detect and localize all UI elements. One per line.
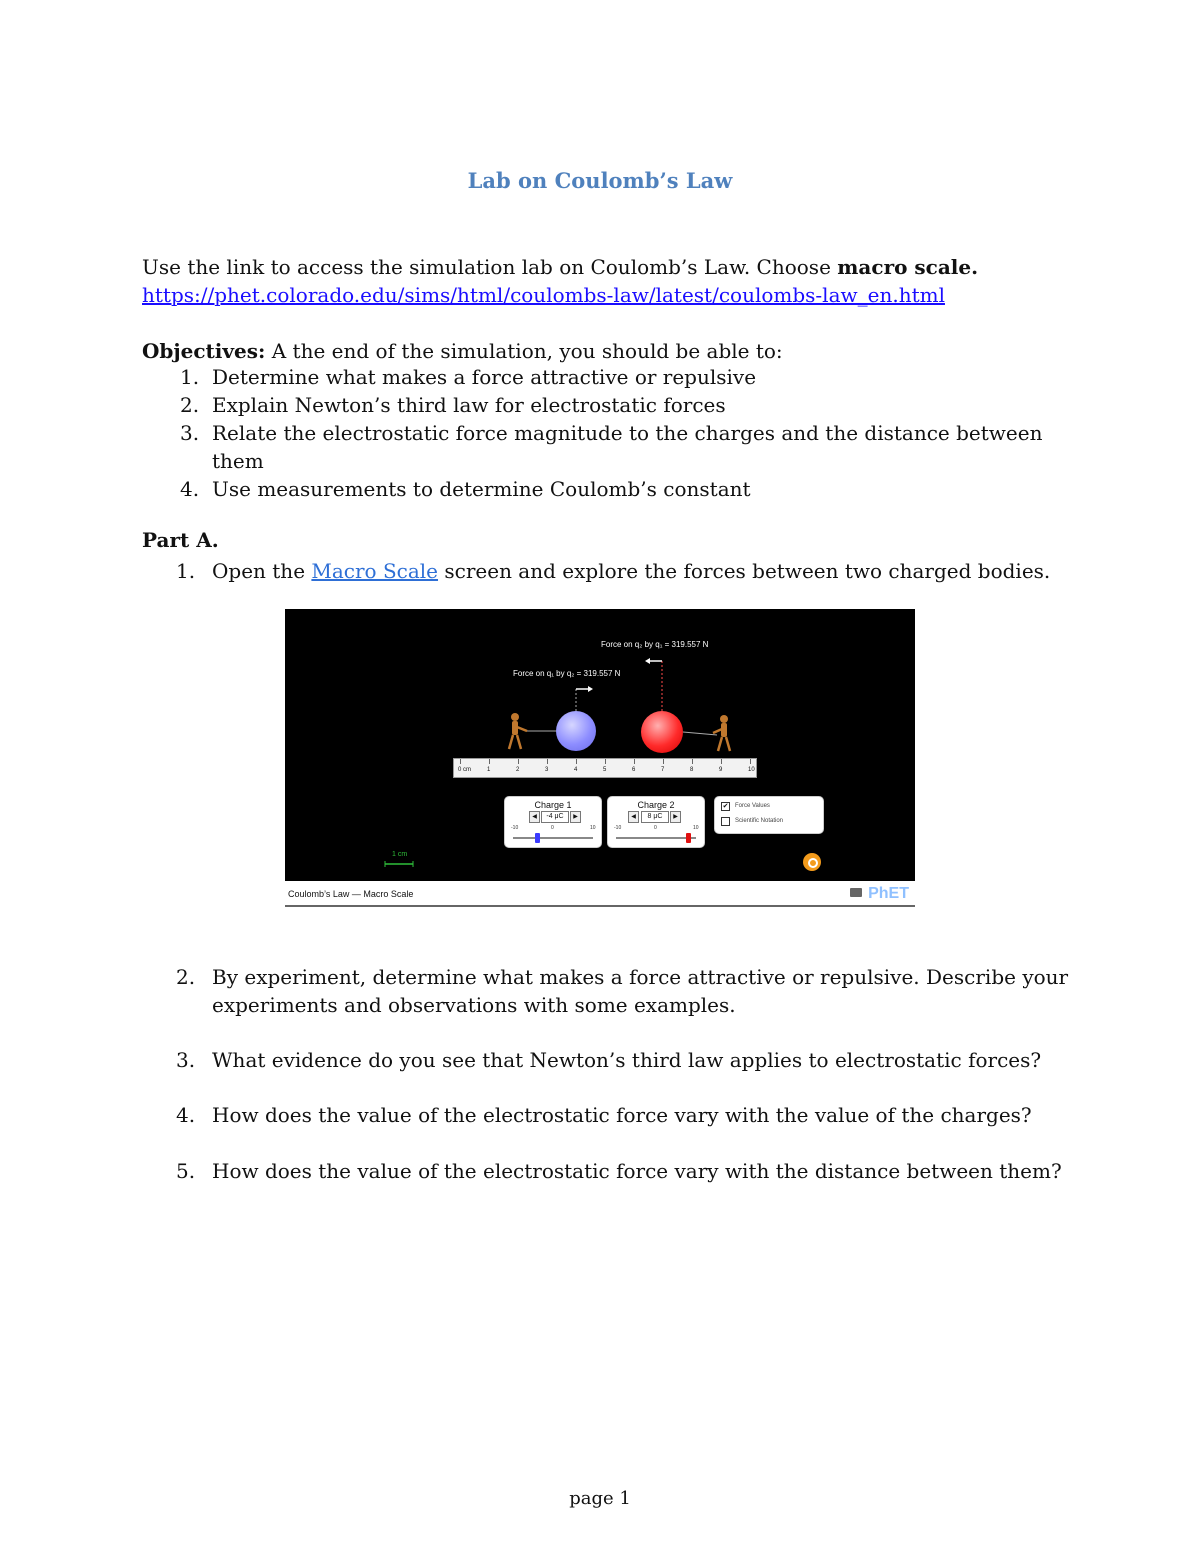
ruler-tick-mark <box>634 759 635 764</box>
question-item <box>142 963 1069 1019</box>
list-number: 1. <box>180 365 200 389</box>
question-text: What evidence do you see that Newton’s third law applies to electrostatic forces? <box>212 1048 1042 1072</box>
charge-2-decrement-button[interactable]: ◀ <box>628 811 639 823</box>
puller-right-figure <box>713 715 730 751</box>
charge-1-decrement-button[interactable]: ◀ <box>529 811 540 823</box>
ruler-tick-mark <box>547 759 548 764</box>
question-number: 2. <box>176 965 196 989</box>
force-values-label: Force Values <box>735 803 770 809</box>
ruler-tick-mark <box>489 759 490 764</box>
charge-2-mid: 0 <box>654 825 657 831</box>
question-number: 4. <box>176 1103 196 1127</box>
ruler-tick-label: 1 <box>487 767 491 773</box>
simulation-title: Coulomb’s Law — Macro Scale <box>288 889 414 899</box>
question-text: How does the value of the electrostatic force vary with the distance between them? <box>212 1159 1062 1183</box>
ruler-tick-mark <box>721 759 722 764</box>
scale-label: 1 cm <box>392 851 408 858</box>
ruler-tick-mark <box>750 759 751 764</box>
list-item <box>142 391 1132 419</box>
ruler-tick-label: 5 <box>603 767 607 773</box>
objectives-label: Objectives: <box>142 339 266 363</box>
simulation-url-link[interactable]: https://phet.colorado.edu/sims/html/coulombs-law/latest/coulombs-law_en.html <box>142 283 945 307</box>
simulation-screenshot <box>285 609 915 907</box>
camera-icon[interactable] <box>850 888 862 897</box>
list-text: Determine what makes a force attractive or repulsive <box>212 365 757 389</box>
charge-1-min: -10 <box>511 825 519 831</box>
force-arrowhead-q1 <box>588 686 593 692</box>
list-item <box>142 363 1132 391</box>
ruler-tick-label: 10 <box>748 767 755 773</box>
question-number: 3. <box>176 1048 196 1072</box>
list-number: 1. <box>176 559 196 583</box>
charge-2-value: 8 μC <box>641 811 669 823</box>
question-item <box>142 1046 1062 1074</box>
list-number: 4. <box>180 477 200 501</box>
part-a-heading: Part A. <box>142 528 219 552</box>
question-text: How does the value of the electrostatic force vary with the value of the charges? <box>212 1103 1032 1127</box>
question-item <box>142 1101 1062 1129</box>
force-label-q1: Force on q₁ by q₂ = 319.557 N <box>513 669 621 678</box>
ruler-tick-label: 8 <box>690 767 694 773</box>
ruler-tick-mark <box>460 759 461 764</box>
ruler-tick-label: 3 <box>545 767 549 773</box>
intro-bold: macro scale. <box>837 255 979 279</box>
force-values-checkbox[interactable]: ✔ <box>722 803 729 810</box>
simulation-stage <box>285 609 915 881</box>
scientific-notation-checkbox[interactable] <box>721 817 730 826</box>
charge-1-panel <box>504 796 602 848</box>
ruler-tick-mark <box>605 759 606 764</box>
reset-icon[interactable] <box>803 853 821 871</box>
charge-1-slider-thumb[interactable] <box>535 833 540 843</box>
charge-2-panel <box>607 796 705 848</box>
list-text: Use measurements to determine Coulomb’s constant <box>212 477 751 501</box>
charge-1-title: Charge 1 <box>534 800 572 810</box>
charge-2-slider-thumb[interactable] <box>686 833 691 843</box>
ruler-tick-label: 6 <box>632 767 636 773</box>
charge-1-ball[interactable] <box>556 711 596 751</box>
list-number: 2. <box>180 393 200 417</box>
charge-1-max: 10 <box>590 825 596 831</box>
ruler-tick-label: 4 <box>574 767 578 773</box>
ruler-tick-mark <box>692 759 693 764</box>
charge-2-increment-button[interactable]: ▶ <box>670 811 681 823</box>
objectives-list <box>142 363 1132 503</box>
ruler-tick-label: 9 <box>719 767 723 773</box>
question-item <box>142 1157 1062 1185</box>
step-text: screen and explore the forces between two charged bodies. <box>438 559 1051 583</box>
options-panel <box>714 796 824 834</box>
force-label-q2: Force on q₂ by q₁ = 319.557 N <box>601 640 709 649</box>
intro-line <box>142 253 978 281</box>
ruler[interactable] <box>453 758 757 778</box>
part-a-step-1 <box>142 557 1062 585</box>
phet-brand: PhET <box>868 885 909 902</box>
charge-1-slider-track[interactable] <box>513 837 593 839</box>
objectives-heading <box>142 337 783 365</box>
ruler-tick-label: 2 <box>516 767 520 773</box>
ruler-tick-label: 0 cm <box>458 767 472 773</box>
ruler-tick-mark <box>576 759 577 764</box>
intro-link-line <box>142 281 945 309</box>
charge-2-title: Charge 2 <box>637 800 675 810</box>
force-arrowhead-q2 <box>645 658 650 664</box>
charge-1-mid: 0 <box>551 825 554 831</box>
question-text: By experiment, determine what makes a force attractive or repulsive. Describe your experiments and observations with some examples. <box>212 965 1069 1017</box>
charge-2-min: -10 <box>614 825 622 831</box>
list-text: Explain Newton’s third law for electrostatic forces <box>212 393 726 417</box>
ruler-tick-mark <box>663 759 664 764</box>
phet-logo[interactable] <box>850 885 909 903</box>
puller-left-figure <box>509 713 527 749</box>
list-item <box>142 475 1132 503</box>
charge-1-value: -4 μC <box>541 811 569 823</box>
document-title: Lab on Coulomb’s Law <box>467 168 733 193</box>
ruler-tick-mark <box>518 759 519 764</box>
ruler-tick-label: 7 <box>661 767 665 773</box>
step-text: Open the <box>212 559 312 583</box>
charge-2-max: 10 <box>693 825 699 831</box>
rope-right <box>683 732 717 735</box>
page-footer: page 1 <box>569 1488 631 1509</box>
list-number: 3. <box>180 421 200 445</box>
simulation-nav-bar <box>285 885 915 907</box>
question-number: 5. <box>176 1159 196 1183</box>
objectives-text: A the end of the simulation, you should be able to: <box>265 339 783 363</box>
macro-scale-link[interactable]: Macro Scale <box>311 559 439 583</box>
charge-1-increment-button[interactable]: ▶ <box>570 811 581 823</box>
charge-2-ball[interactable] <box>641 711 683 753</box>
list-text: Relate the electrostatic force magnitude to the charges and the distance between them <box>212 421 1043 473</box>
list-item <box>142 419 1062 475</box>
intro-text: Use the link to access the simulation lab on Coulomb’s Law. Choose <box>142 255 838 279</box>
charge-2-slider-track[interactable] <box>616 837 696 839</box>
scientific-notation-label: Scientific Notation <box>735 818 784 824</box>
